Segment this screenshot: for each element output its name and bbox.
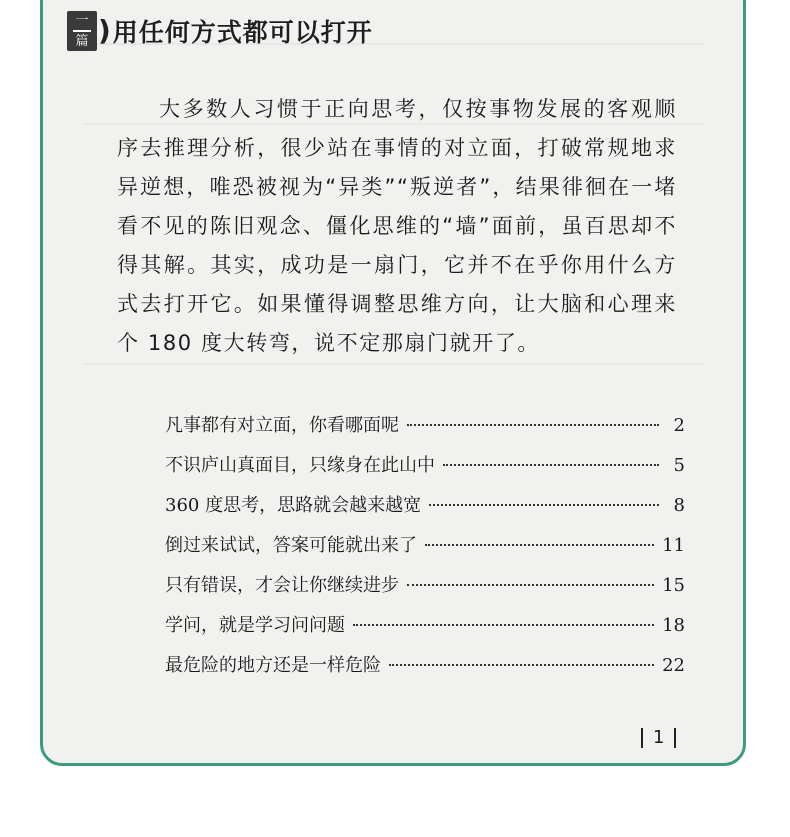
toc-entry-page: 15 xyxy=(662,575,685,596)
toc-entry-page: 5 xyxy=(673,455,685,476)
toc-entry-page: 2 xyxy=(673,415,685,436)
toc-entry-page: 11 xyxy=(662,535,685,556)
toc-leader-dots xyxy=(353,624,654,626)
page-number-rule-right xyxy=(674,728,676,748)
page-number-value: 1 xyxy=(653,727,665,748)
badge-bracket: ) xyxy=(98,14,111,47)
toc-entry-title: 最危险的地方还是一样危险 xyxy=(165,655,381,676)
intro-paragraph: 大多数人习惯于正向思考，仅按事物发展的客观顺序去推理分析，很少站在事情的对立面，打破常规地求异逆想，唯恐被视为“异类”“叛逆者”，结果徘徊在一堵看不见的陈旧观念、僵化思维的“墙”面前，虽百思却不得其解。其实，成功是一扇门，它并不在乎你用什么方式去打开它。如果懂得调整思维方向，让大脑和心理来个 180 度大转弯，说不定那扇门就开了。 xyxy=(117,97,677,355)
page-number-rule-left xyxy=(641,728,643,748)
toc-entry[interactable] xyxy=(165,651,685,691)
toc-entry-title: 不识庐山真面目，只缘身在此山中 xyxy=(165,455,435,476)
toc-entry[interactable] xyxy=(165,571,685,611)
toc-entry-title: 只有错误，才会让你继续进步 xyxy=(165,575,399,596)
toc-leader-dots xyxy=(443,464,659,466)
toc-entry-page: 22 xyxy=(662,655,685,676)
page-number xyxy=(641,727,676,748)
toc-entry-title: 360 度思考，思路就会越来越宽 xyxy=(165,495,422,516)
part-title: 用任何方式都可以打开 xyxy=(112,18,373,47)
toc-entry-page: 18 xyxy=(662,615,685,636)
part-header xyxy=(67,11,373,51)
toc-leader-dots xyxy=(389,664,654,666)
part-badge-top: 一 xyxy=(75,13,89,28)
toc-leader-dots xyxy=(407,424,659,426)
part-badge-bottom: 篇 xyxy=(75,34,89,49)
table-of-contents xyxy=(165,411,685,691)
toc-leader-dots xyxy=(407,584,654,586)
toc-leader-dots xyxy=(425,544,654,546)
part-badge xyxy=(67,11,97,51)
toc-entry-page: 8 xyxy=(673,495,685,516)
toc-entry[interactable] xyxy=(165,451,685,491)
toc-entry[interactable] xyxy=(165,531,685,571)
show-through-texture xyxy=(83,363,703,365)
toc-entry[interactable] xyxy=(165,611,685,651)
book-page xyxy=(40,0,746,766)
toc-entry-title: 学问，就是学习问问题 xyxy=(165,615,345,636)
badge-divider xyxy=(73,30,91,32)
toc-entry[interactable] xyxy=(165,491,685,531)
toc-entry-title: 凡事都有对立面，你看哪面呢 xyxy=(165,415,399,436)
toc-entry[interactable] xyxy=(165,411,685,451)
toc-entry-title: 倒过来试试，答案可能就出来了 xyxy=(165,535,417,556)
toc-leader-dots xyxy=(429,504,659,506)
